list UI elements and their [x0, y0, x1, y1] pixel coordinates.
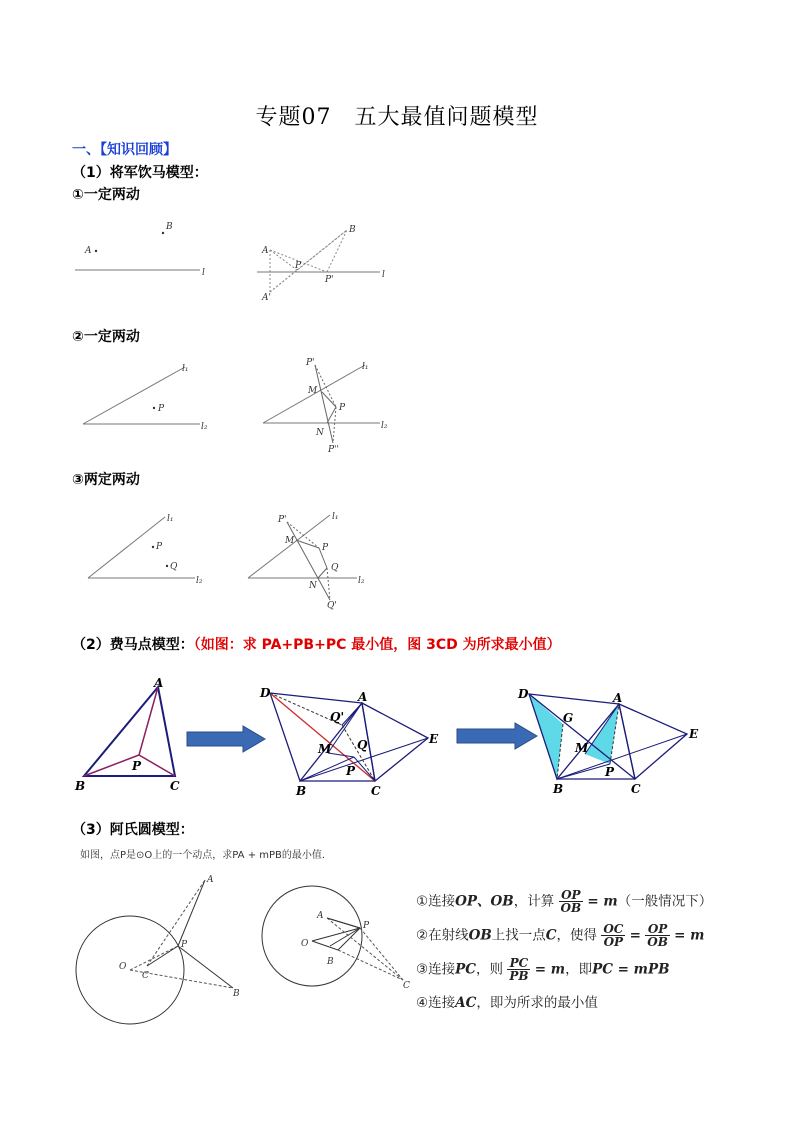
step4-post: ，即为所求的最小值: [476, 995, 598, 1011]
triangle-ABC: [84, 687, 175, 776]
line-l1: [248, 515, 330, 578]
label-P: P: [363, 921, 370, 931]
label-Q: Q: [357, 738, 368, 752]
seg-BP: [557, 764, 610, 779]
step2-eq2: = m: [674, 927, 705, 944]
apollonius-figure-2: [255, 868, 415, 998]
label-M: M: [308, 386, 318, 396]
label-B: B: [327, 957, 334, 967]
label-A: A: [613, 691, 623, 705]
step2-mid: 上找一点: [491, 927, 546, 944]
fermat-figure-2: [258, 685, 448, 800]
step1-post: （一般情况下）: [617, 893, 713, 910]
model2-title: （2）费马点模型：: [72, 637, 194, 653]
label-A: A: [317, 911, 324, 921]
label-P-prime: P': [325, 275, 334, 285]
fermat-figure-1: [72, 675, 192, 795]
apollonius-figure-1: [75, 868, 255, 1028]
label-P-prime: P': [278, 515, 287, 525]
step2-mid2: ，使得: [556, 927, 598, 944]
step3-pre: ③连接: [416, 961, 456, 978]
step4-pre: ④连接: [416, 995, 456, 1011]
model2-note: （如图：求 PA+PB+PC 最小值，图 3CD 为所求最小值）: [193, 637, 561, 653]
model1-case2: ②一定两动: [72, 329, 140, 345]
section-prefix: 一、: [72, 142, 100, 158]
label-C: C: [403, 981, 410, 991]
label-B: B: [166, 222, 173, 232]
label-P: P: [132, 759, 142, 773]
label-l2: l₂: [201, 422, 208, 432]
step3-var: PC: [455, 961, 477, 978]
model1-title: （1）将军饮马模型：: [72, 165, 208, 181]
frac-op-ob: [559, 889, 584, 914]
label-B: B: [296, 784, 307, 798]
frac-den: PB: [509, 969, 529, 983]
step3-formula: PC = mPB: [592, 961, 670, 978]
label-C: C: [631, 782, 641, 796]
frac-num: PC: [507, 957, 530, 970]
frac-den: OP: [603, 935, 624, 949]
seg-PA: [178, 880, 205, 946]
step-3: [416, 957, 670, 982]
figure-3b: [245, 510, 375, 610]
cyan-region-right: [585, 704, 619, 764]
step3-eq: = m: [534, 961, 566, 978]
label-l: l: [202, 268, 205, 278]
frac-oc-op: [601, 923, 625, 948]
seg-P1P: [315, 365, 336, 407]
label-C: C: [371, 784, 381, 798]
line-l1: [83, 367, 185, 424]
seg-Q1A: [342, 703, 362, 725]
seg-OP: [130, 946, 178, 970]
label-P: P: [156, 542, 163, 552]
label-P: P: [322, 543, 329, 553]
step2-var: OB: [468, 927, 492, 944]
label-A: A: [154, 676, 164, 690]
step2-pre: ②在射线: [416, 927, 469, 944]
label-E: E: [689, 727, 699, 741]
label-l1: l₁: [167, 514, 174, 524]
label-B: B: [349, 225, 356, 235]
label-l1: l₁: [362, 362, 369, 372]
label-C: C: [142, 971, 149, 981]
seg-P1B: [327, 230, 347, 272]
label-B: B: [75, 779, 86, 793]
seg-CP: [139, 755, 175, 776]
step2-eq1: =: [629, 927, 641, 944]
section-label: 【知识回顾】: [100, 142, 177, 158]
step-2: [416, 923, 704, 948]
label-B: B: [233, 989, 240, 999]
label-M: M: [318, 742, 332, 756]
step-1: [416, 889, 712, 914]
frac-num: OP: [645, 923, 670, 936]
model2-heading: [72, 634, 561, 654]
label-A: A: [358, 690, 368, 704]
label-A: A: [207, 875, 214, 885]
label-Q-prime: Q': [327, 601, 337, 611]
frac-pc-pb: [507, 957, 530, 982]
label-P: P: [339, 403, 346, 413]
step2-var2: C: [545, 927, 557, 944]
label-P: P: [346, 764, 356, 778]
model1-case3: ③两定两动: [72, 472, 140, 488]
label-P: P: [181, 940, 188, 950]
label-P: P: [158, 404, 165, 414]
label-l2: l₂: [196, 576, 203, 586]
frac-den: OB: [560, 901, 582, 915]
triangle-AEC: [362, 703, 428, 781]
label-l1: l₁: [332, 512, 339, 522]
point-P: [152, 546, 154, 548]
frac-den: OB: [647, 935, 668, 949]
seg-MQ: [328, 753, 354, 757]
label-N: N: [316, 428, 324, 438]
page-title: 专题07 五大最值问题模型: [255, 105, 539, 130]
seg-AP: [270, 250, 297, 270]
figure-2a: [80, 362, 220, 437]
seg-OB: [312, 941, 338, 950]
seg-A1P: [270, 270, 297, 292]
label-D: D: [518, 687, 529, 701]
label-Q-prime: Q': [330, 710, 345, 724]
step3-post: ，即: [565, 961, 593, 978]
point-A: [95, 250, 97, 252]
label-O: O: [301, 939, 309, 949]
triangle-AEC: [619, 704, 687, 779]
frac-num: OP: [559, 889, 584, 902]
label-E: E: [429, 732, 439, 746]
label-P: P: [605, 765, 615, 779]
label-O: O: [119, 962, 127, 972]
step1-pre: ①连接: [416, 893, 456, 910]
label-Q: Q: [170, 562, 178, 572]
arrow-right-icon: [185, 725, 267, 755]
label-l1: l₁: [182, 364, 189, 374]
figure-3a: [85, 512, 215, 587]
label-l: l: [382, 270, 385, 280]
seg-PCext: [360, 928, 403, 980]
step3-mid: ，则: [476, 961, 504, 978]
seg-QN: [318, 568, 327, 578]
label-B: B: [553, 782, 564, 796]
frac-op-ob: [645, 923, 670, 948]
point-Q: [166, 565, 168, 567]
apollonius-steps: [416, 885, 726, 1025]
frac-num: OC: [603, 922, 624, 936]
seg-CP: [147, 946, 178, 966]
figure-1a: [70, 215, 220, 285]
label-M: M: [575, 741, 589, 755]
step-4: [416, 997, 598, 1011]
label-l2: l₂: [358, 576, 365, 586]
step1-var: OP、OB: [455, 893, 514, 910]
label-C: C: [170, 779, 180, 793]
fermat-figure-3: [515, 684, 715, 799]
seg-A1B: [270, 230, 347, 292]
seg-AP: [327, 918, 360, 928]
label-A: A: [262, 246, 269, 256]
point-B: [162, 232, 164, 234]
label-l2: l₂: [381, 421, 388, 431]
model3-caption: 如图，点P是⊙O上的一个动点，求PA + mPB的最小值.: [80, 850, 326, 861]
step1-mid: ，计算: [513, 893, 555, 910]
label-A-prime: A': [262, 293, 271, 303]
label-A: A: [85, 246, 92, 256]
label-Q: Q: [331, 563, 339, 573]
step4-var: AC: [455, 995, 477, 1011]
seg-BC: [338, 950, 403, 980]
label-P-dprime: P'': [328, 445, 340, 455]
figure-1b: [255, 220, 395, 310]
model1-case1: ①一定两动: [72, 187, 140, 203]
label-G: G: [563, 711, 574, 725]
label-P-prime: P': [306, 358, 315, 368]
model3-title: （3）阿氏圆模型：: [72, 822, 194, 838]
label-P: P: [295, 261, 302, 271]
label-D: D: [260, 686, 271, 700]
step1-eq: = m: [587, 893, 618, 910]
label-N: N: [309, 581, 317, 591]
figure-2b: [260, 355, 400, 455]
point-P: [153, 407, 155, 409]
seg-PB: [178, 946, 233, 988]
label-M: M: [285, 536, 295, 546]
section-header: [72, 139, 177, 159]
